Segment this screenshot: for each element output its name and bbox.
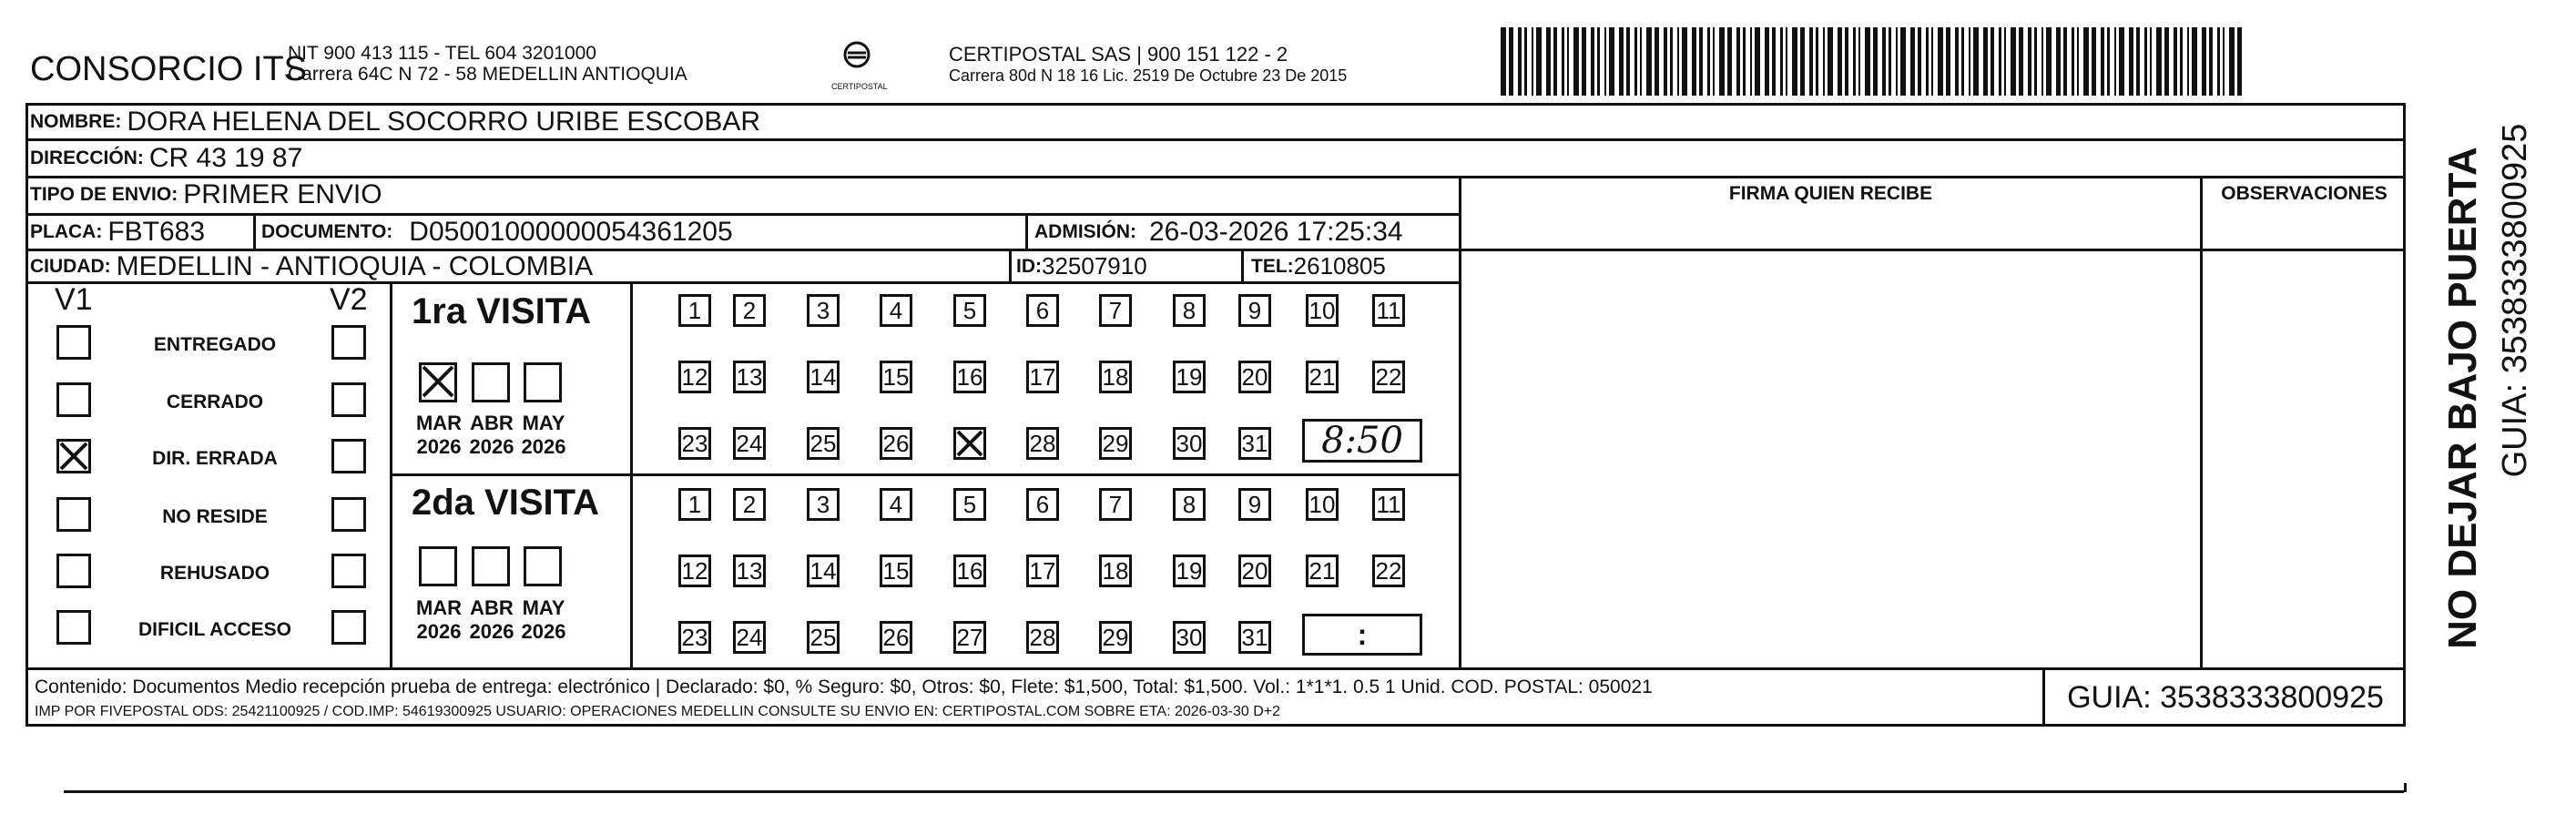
first-year-label-2: 2026: [521, 435, 566, 458]
v1-checkbox-0[interactable]: [56, 325, 91, 360]
status-label-2: DIR. ERRADA: [152, 448, 278, 469]
id-value: 32507910: [1042, 252, 1147, 280]
status-label-0: ENTREGADO: [153, 334, 277, 355]
placa-label: PLACA:: [30, 220, 103, 242]
second-day-17[interactable]: 17: [1026, 555, 1059, 587]
second-month-checkbox-1[interactable]: [472, 546, 510, 586]
second-day-18[interactable]: 18: [1099, 555, 1132, 587]
first-day-19[interactable]: 19: [1173, 361, 1206, 393]
second-day-29[interactable]: 29: [1099, 621, 1132, 654]
first-day-8[interactable]: 8: [1173, 294, 1206, 327]
second-day-22[interactable]: 22: [1372, 555, 1405, 587]
id-label: ID:: [1016, 255, 1042, 277]
second-day-15[interactable]: 15: [880, 555, 912, 587]
second-year-label-1: 2026: [469, 620, 514, 643]
second-day-21[interactable]: 21: [1306, 555, 1339, 587]
first-day-28[interactable]: 28: [1026, 427, 1059, 460]
first-day-17[interactable]: 17: [1026, 361, 1059, 393]
first-visit-title: 1ra VISITA: [412, 291, 592, 331]
tipo-envio-value: PRIMER ENVIO: [183, 178, 382, 209]
certipostal-line: CERTIPOSTAL SAS | 900 151 122 - 2: [949, 43, 1288, 66]
direccion-value: CR 43 19 87: [148, 142, 303, 173]
certipostal-logo-text: CERTIPOSTAL: [831, 82, 888, 91]
first-day-29[interactable]: 29: [1099, 427, 1132, 460]
documento-value: D05001000000054361205: [409, 216, 733, 247]
tipo-envio-label: TIPO DE ENVIO:: [30, 183, 178, 205]
v1-checkbox-1[interactable]: [56, 382, 91, 417]
status-label-4: REHUSADO: [159, 563, 270, 584]
second-day-24[interactable]: 24: [733, 621, 766, 654]
v1-checkbox-5[interactable]: [56, 610, 91, 645]
documento-label: DOCUMENTO:: [261, 220, 393, 242]
first-day-30[interactable]: 30: [1173, 427, 1206, 460]
v2-label: V2: [330, 282, 368, 317]
side-guia: GUIA: 3538333800925: [2496, 123, 2534, 478]
barcode: [1501, 27, 2243, 96]
first-month-label-1: ABR: [470, 412, 514, 434]
v2-checkbox-0[interactable]: [331, 325, 366, 360]
tipo-envio-row: [30, 178, 382, 210]
second-day-16[interactable]: 16: [953, 555, 986, 587]
company-address: Carrera 64C N 72 - 58 MEDELLIN ANTIOQUIA: [288, 64, 687, 85]
second-month-label-2: MAY: [522, 596, 565, 619]
second-day-5[interactable]: 5: [953, 488, 986, 521]
second-day-2[interactable]: 2: [733, 488, 766, 521]
nombre-label: NOMBRE:: [30, 110, 122, 132]
first-day-16[interactable]: 16: [953, 361, 986, 393]
first-day-7[interactable]: 7: [1099, 294, 1132, 327]
second-day-26[interactable]: 26: [880, 621, 912, 654]
second-day-19[interactable]: 19: [1173, 555, 1206, 587]
v1-checkbox-3[interactable]: [56, 497, 91, 532]
first-day-5[interactable]: 5: [953, 294, 986, 327]
first-day-24[interactable]: 24: [733, 427, 766, 460]
nombre-row: [30, 106, 760, 137]
first-day-15[interactable]: 15: [880, 361, 912, 393]
ciudad-field: [30, 250, 593, 282]
first-day-4[interactable]: 4: [880, 294, 912, 327]
certipostal-logo-icon: [833, 40, 881, 84]
ciudad-label: CIUDAD:: [30, 255, 111, 277]
tel-value: 2610805: [1293, 252, 1386, 280]
first-month-label-0: MAR: [415, 412, 463, 434]
ciudad-value: MEDELLIN - ANTIOQUIA - COLOMBIA: [116, 250, 594, 281]
direccion-row: [30, 142, 302, 174]
second-day-12[interactable]: 12: [678, 555, 711, 587]
first-day-26[interactable]: 26: [880, 427, 912, 460]
placa-value: FBT683: [107, 216, 206, 247]
v2-checkbox-3[interactable]: [331, 497, 366, 532]
first-day-25[interactable]: 25: [807, 427, 840, 460]
second-day-30[interactable]: 30: [1173, 621, 1206, 654]
direccion-label: DIRECCIÓN:: [30, 147, 144, 168]
first-month-label-2: MAY: [522, 412, 565, 434]
nombre-value: DORA HELENA DEL SOCORRO URIBE ESCOBAR: [127, 106, 761, 137]
first-day-20[interactable]: 20: [1238, 361, 1271, 393]
bottom-cut-line: [64, 790, 2404, 793]
first-day-21[interactable]: 21: [1306, 361, 1339, 393]
first-day-18[interactable]: 18: [1099, 361, 1132, 393]
second-day-23[interactable]: 23: [678, 621, 711, 654]
first-day-31[interactable]: 31: [1238, 427, 1271, 460]
v2-checkbox-5[interactable]: [331, 610, 366, 645]
imp-line: IMP POR FIVEPOSTAL ODS: 25421100925 / COD.IMP: 54619300925 USUARIO: OPERACIONES MEDELLIN CONSULTE SU ENVIO EN: CERTIPOSTAL.COM SOBRE ETA: 2026-03-30 D+2: [35, 704, 1281, 719]
second-day-9[interactable]: 9: [1238, 488, 1271, 521]
second-day-4[interactable]: 4: [880, 488, 912, 521]
second-day-7[interactable]: 7: [1099, 488, 1132, 521]
first-day-22[interactable]: 22: [1372, 361, 1405, 393]
first-day-23[interactable]: 23: [678, 427, 711, 460]
firma-header: FIRMA QUIEN RECIBE: [1728, 183, 1933, 204]
first-day-13[interactable]: 13: [733, 361, 766, 393]
second-year-label-2: 2026: [521, 620, 566, 643]
first-year-label-0: 2026: [416, 435, 462, 458]
first-month-checkbox-1[interactable]: [472, 362, 510, 402]
tel-field: [1251, 250, 1386, 282]
contenido-line: Contenido: Documentos Medio recepción prueba de entrega: electrónico | Declarado: $0, % Seguro: $0, Otros: $0, Flete: $1,500, Total: $1,500. Vol.: 1*1*1. 0.5 1 Unid. COD. POSTAL: 050021: [35, 677, 1653, 697]
first-day-3[interactable]: 3: [807, 294, 840, 327]
id-field: [1016, 250, 1147, 282]
second-day-6[interactable]: 6: [1026, 488, 1059, 521]
v1-checkbox-4[interactable]: [56, 554, 91, 588]
second-day-28[interactable]: 28: [1026, 621, 1059, 654]
v1-label: V1: [55, 282, 93, 317]
second-day-20[interactable]: 20: [1238, 555, 1271, 587]
second-day-27[interactable]: 27: [953, 621, 986, 654]
nit-line: NIT 900 413 115 - TEL 604 3201000: [288, 43, 596, 64]
first-day-1[interactable]: 1: [678, 294, 711, 327]
first-day-14[interactable]: 14: [807, 361, 840, 393]
no-dejar-bajo-puerta: NO DEJAR BAJO PUERTA: [2440, 147, 2485, 649]
second-day-10[interactable]: 10: [1306, 488, 1339, 521]
footer-guia: GUIA: 3538333800925: [2067, 680, 2384, 715]
second-day-13[interactable]: 13: [733, 555, 766, 587]
placa-field: [30, 216, 205, 248]
admision-field: [1034, 216, 1403, 248]
second-visit-title: 2da VISITA: [412, 483, 599, 523]
status-label-1: CERRADO: [166, 392, 264, 412]
second-day-3[interactable]: 3: [807, 488, 840, 521]
first-day-6[interactable]: 6: [1026, 294, 1059, 327]
admision-value: 26-03-2026 17:25:34: [1149, 216, 1403, 247]
company-name: CONSORCIO ITS: [30, 50, 308, 88]
v2-checkbox-2[interactable]: [331, 439, 366, 473]
second-month-label-1: ABR: [470, 596, 514, 619]
second-month-label-0: MAR: [415, 596, 463, 619]
first-day-10[interactable]: 10: [1306, 294, 1339, 327]
v1-check-mark-icon: [56, 439, 91, 473]
first-visit-time: 8:50: [1321, 420, 1403, 462]
first-day-11[interactable]: 11: [1372, 294, 1405, 327]
second-month-checkbox-0[interactable]: [419, 546, 457, 586]
tel-label: TEL:: [1251, 255, 1294, 277]
certipostal-address: Carrera 80d N 18 16 Lic. 2519 De Octubre 23 De 2015: [949, 66, 1348, 85]
second-day-11[interactable]: 11: [1372, 488, 1405, 521]
second-day-25[interactable]: 25: [807, 621, 840, 654]
second-day-14[interactable]: 14: [807, 555, 840, 587]
first-month-check-mark-icon: [419, 362, 457, 401]
first-day-check-mark-icon: [953, 427, 986, 460]
observaciones-header: OBSERVACIONES: [2221, 183, 2388, 204]
first-year-label-1: 2026: [469, 435, 514, 458]
v2-checkbox-4[interactable]: [331, 554, 366, 588]
second-day-31[interactable]: 31: [1238, 621, 1271, 654]
first-month-checkbox-2[interactable]: [524, 362, 562, 402]
second-day-1[interactable]: 1: [678, 488, 711, 521]
first-day-2[interactable]: 2: [733, 294, 766, 327]
first-day-12[interactable]: 12: [678, 361, 711, 393]
second-visit-time: :: [1357, 617, 1368, 651]
second-year-label-0: 2026: [416, 620, 462, 643]
second-month-checkbox-2[interactable]: [524, 546, 562, 586]
v2-checkbox-1[interactable]: [331, 382, 366, 417]
documento-field: [261, 216, 733, 248]
status-label-3: NO RESIDE: [162, 506, 268, 527]
admision-label: ADMISIÓN:: [1034, 220, 1136, 242]
first-day-9[interactable]: 9: [1238, 294, 1271, 327]
second-day-8[interactable]: 8: [1173, 488, 1206, 521]
status-label-5: DIFICIL ACCESO: [137, 619, 291, 640]
